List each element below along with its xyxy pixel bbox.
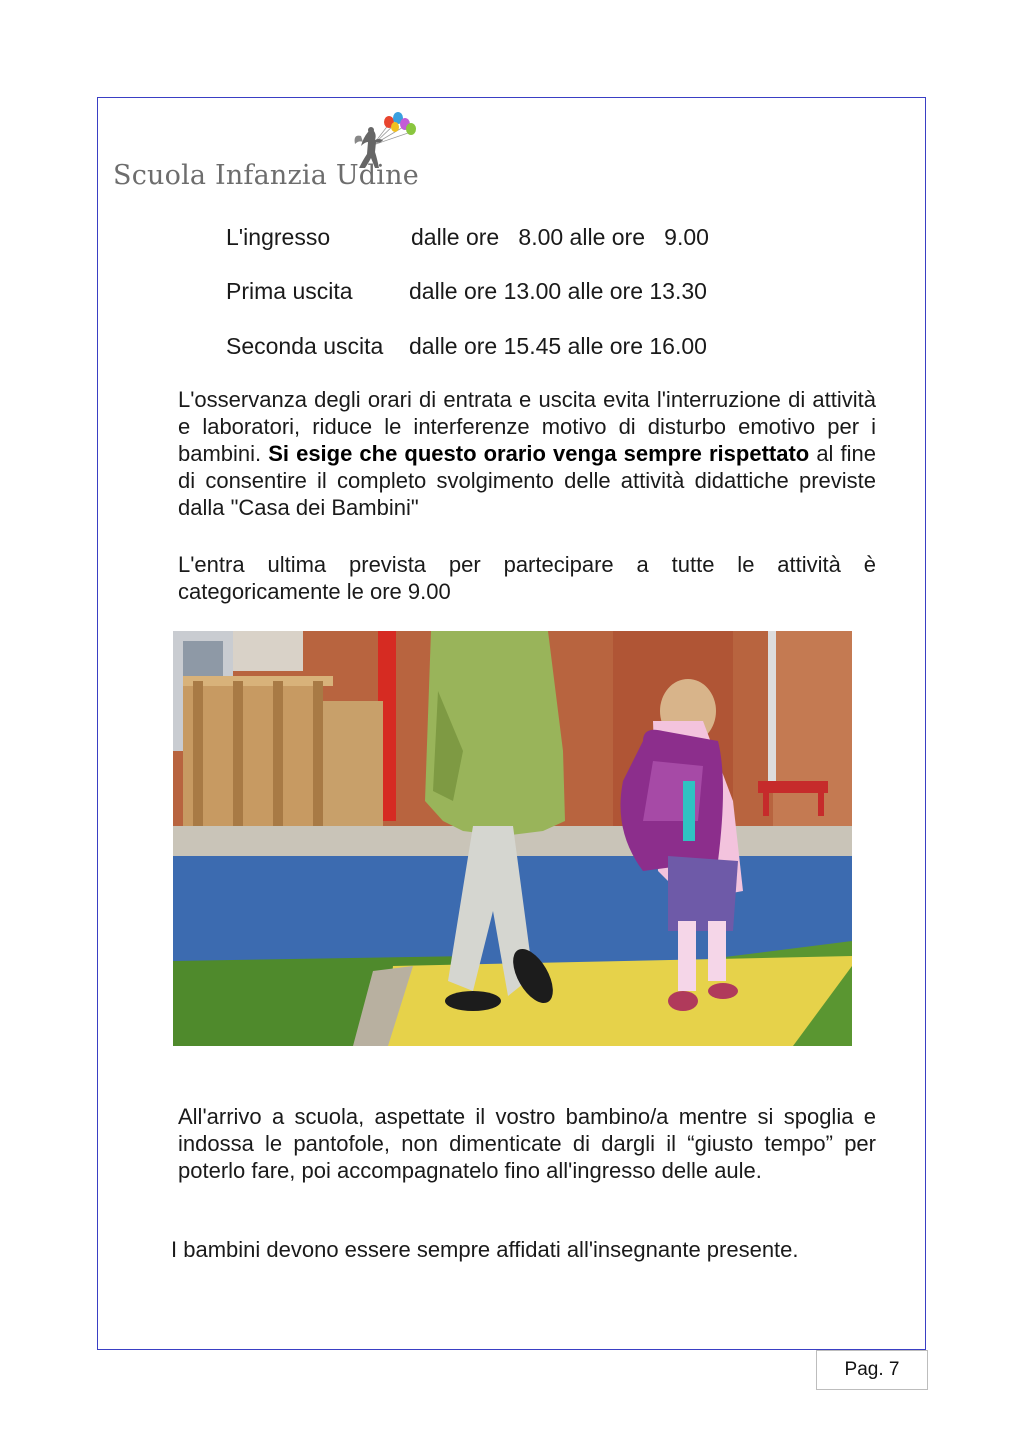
schedule-label: Prima uscita: [226, 278, 353, 304]
final-note: I bambini devono essere sempre affidati all'insegnante presente.: [171, 1237, 799, 1262]
schedule-label: Seconda uscita: [226, 333, 384, 359]
schedule-time: dalle ore 8.00 alle ore 9.00: [411, 224, 709, 250]
schedule-time: dalle ore 15.45 alle ore 16.00: [409, 333, 707, 359]
latest-entry-paragraph: L'entra ultima prevista per partecipare a tutte le attività è categoricamente le ore 9.00: [178, 552, 876, 604]
attendance-paragraph: [178, 386, 876, 521]
arrival-paragraph: All'arrivo a scuola, aspettate il vostro bambino/a mentre si spoglia e indossa le pantofole, non dimenticate di dargli il “giusto tempo” per poterlo fare, poi accompagnatelo fino all'ingresso delle aule.: [178, 1104, 876, 1183]
schedule-label: L'ingresso: [226, 224, 331, 250]
logo-text: Scuola Infanzia Udine: [113, 160, 419, 191]
schedule-time: dalle ore 13.00 alle ore 13.30: [409, 278, 707, 304]
paragraph-text: al fine di consentire il completo svolgimento delle attività didattiche previste dalla "Casa dei Bambini": [178, 441, 876, 520]
page-number: Pag. 7: [816, 1350, 928, 1390]
paragraph-emphasis: Si esige che questo orario venga sempre rispettato: [268, 441, 810, 466]
parent-and-child-walking-photo: [173, 631, 852, 1046]
paragraph-text: L'osservanza degli orari di entrata e uscita evita l'interruzione di attività e laboratori, riduce le interferenze motivo di disturbo emotivo per i bambini.: [178, 387, 876, 466]
school-logo: [113, 110, 433, 195]
